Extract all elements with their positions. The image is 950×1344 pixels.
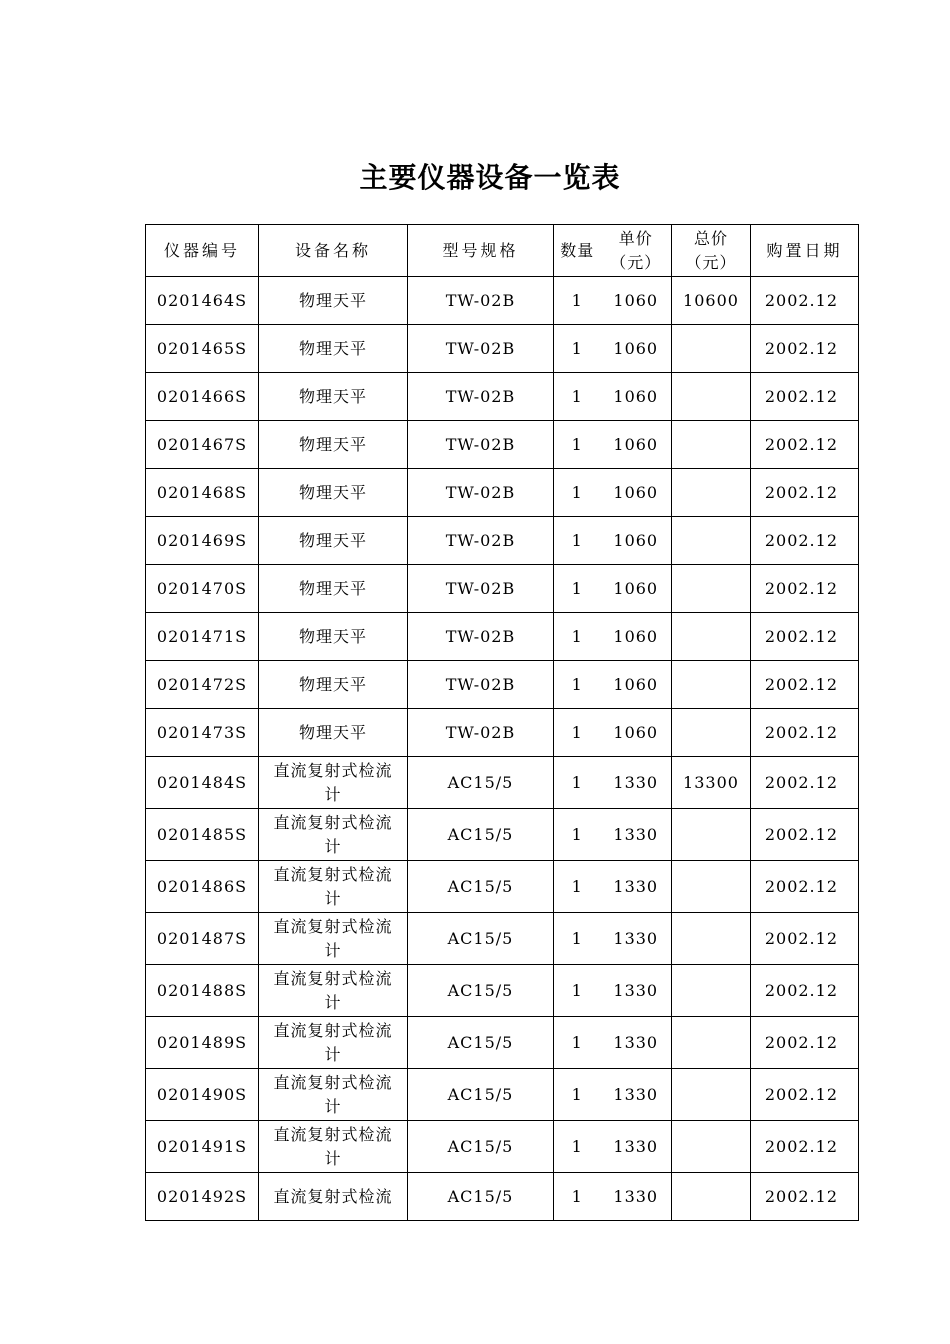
table-header-row [146,225,859,277]
cell-model: AC15/5 [408,965,554,1017]
table-row [146,809,859,861]
header-quantity: 数量 [554,225,601,277]
cell-equipment-name [259,913,408,965]
equipment-name-line1: 物理天平 [298,626,367,646]
cell-quantity: 1 [554,1121,601,1173]
table-row [146,325,859,373]
cell-model: AC15/5 [408,1017,554,1069]
cell-total-price [672,469,751,517]
cell-total-price: 13300 [672,757,751,809]
cell-total-price [672,1069,751,1121]
cell-purchase-date: 2002.12 [751,661,859,709]
header-total-price-line2: （元） [685,252,737,272]
equipment-name-line1: 物理天平 [298,434,367,454]
cell-instrument-id: 0201473S [146,709,259,757]
equipment-name-line2: 计 [324,1044,342,1064]
equipment-name-line1: 直流复射式检流 [273,916,393,936]
cell-model: TW-02B [408,613,554,661]
cell-unit-price: 1060 [601,709,672,757]
cell-model: AC15/5 [408,1173,554,1221]
cell-model: TW-02B [408,469,554,517]
cell-instrument-id: 0201470S [146,565,259,613]
cell-quantity: 1 [554,809,601,861]
equipment-name-line1: 直流复射式检流 [273,864,393,884]
cell-instrument-id: 0201472S [146,661,259,709]
header-total-price-line1: 总价 [693,228,728,248]
cell-equipment-name [259,757,408,809]
cell-total-price: 10600 [672,277,751,325]
cell-model: TW-02B [408,709,554,757]
cell-model: TW-02B [408,661,554,709]
table-row [146,965,859,1017]
cell-equipment-name [259,809,408,861]
cell-instrument-id: 0201485S [146,809,259,861]
equipment-name-line2: 计 [324,888,342,908]
cell-instrument-id: 0201469S [146,517,259,565]
cell-model: TW-02B [408,421,554,469]
cell-instrument-id: 0201468S [146,469,259,517]
table-row [146,421,859,469]
equipment-name-line1: 直流复射式检流 [273,1072,393,1092]
cell-equipment-name [259,861,408,913]
equipment-table [145,224,859,1221]
cell-unit-price: 1330 [601,1069,672,1121]
cell-equipment-name [259,965,408,1017]
cell-quantity: 1 [554,1173,601,1221]
cell-unit-price: 1330 [601,809,672,861]
cell-equipment-name [259,1173,408,1221]
cell-quantity: 1 [554,325,601,373]
cell-purchase-date: 2002.12 [751,373,859,421]
table-row [146,709,859,757]
cell-instrument-id: 0201487S [146,913,259,965]
cell-purchase-date: 2002.12 [751,1173,859,1221]
equipment-name-line1: 直流复射式检流 [273,1124,393,1144]
cell-total-price [672,421,751,469]
equipment-name-line1: 直流复射式检流 [273,760,393,780]
cell-equipment-name [259,517,408,565]
cell-purchase-date: 2002.12 [751,1017,859,1069]
cell-total-price [672,861,751,913]
equipment-name-line1: 物理天平 [298,482,367,502]
cell-quantity: 1 [554,565,601,613]
equipment-name-line1: 物理天平 [298,290,367,310]
table-row [146,661,859,709]
table-row [146,861,859,913]
cell-equipment-name [259,1017,408,1069]
cell-equipment-name [259,1121,408,1173]
cell-quantity: 1 [554,861,601,913]
cell-unit-price: 1060 [601,325,672,373]
cell-model: TW-02B [408,373,554,421]
table-row [146,565,859,613]
cell-quantity: 1 [554,965,601,1017]
cell-model: AC15/5 [408,757,554,809]
cell-total-price [672,965,751,1017]
cell-purchase-date: 2002.12 [751,517,859,565]
cell-instrument-id: 0201464S [146,277,259,325]
header-total-price [672,225,751,277]
cell-equipment-name [259,469,408,517]
cell-model: AC15/5 [408,1121,554,1173]
equipment-name-line1: 物理天平 [298,530,367,550]
equipment-name-line1: 物理天平 [298,722,367,742]
cell-unit-price: 1060 [601,421,672,469]
cell-instrument-id: 0201466S [146,373,259,421]
equipment-name-line1: 直流复射式检流 [273,968,393,988]
cell-model: TW-02B [408,277,554,325]
table-row [146,277,859,325]
cell-total-price [672,709,751,757]
cell-quantity: 1 [554,757,601,809]
cell-unit-price: 1330 [601,1121,672,1173]
cell-model: AC15/5 [408,809,554,861]
cell-unit-price: 1060 [601,277,672,325]
cell-instrument-id: 0201467S [146,421,259,469]
equipment-name-line1: 物理天平 [298,578,367,598]
cell-total-price [672,565,751,613]
cell-purchase-date: 2002.12 [751,757,859,809]
table-row [146,517,859,565]
cell-equipment-name [259,1069,408,1121]
cell-quantity: 1 [554,1017,601,1069]
cell-equipment-name [259,613,408,661]
cell-equipment-name [259,421,408,469]
cell-purchase-date: 2002.12 [751,1121,859,1173]
cell-purchase-date: 2002.12 [751,913,859,965]
table-row [146,1173,859,1221]
cell-total-price [672,809,751,861]
cell-quantity: 1 [554,1069,601,1121]
cell-unit-price: 1330 [601,757,672,809]
cell-instrument-id: 0201489S [146,1017,259,1069]
cell-purchase-date: 2002.12 [751,469,859,517]
cell-quantity: 1 [554,613,601,661]
cell-total-price [672,1017,751,1069]
cell-quantity: 1 [554,661,601,709]
cell-equipment-name [259,325,408,373]
cell-purchase-date: 2002.12 [751,613,859,661]
cell-instrument-id: 0201490S [146,1069,259,1121]
header-instrument-id: 仪器编号 [146,225,259,277]
header-unit-price-line1: 单价 [618,228,653,248]
table-row [146,1017,859,1069]
equipment-name-line2: 计 [324,992,342,1012]
cell-total-price [672,613,751,661]
cell-instrument-id: 0201465S [146,325,259,373]
cell-purchase-date: 2002.12 [751,325,859,373]
table-row [146,469,859,517]
cell-purchase-date: 2002.12 [751,565,859,613]
cell-instrument-id: 0201492S [146,1173,259,1221]
cell-instrument-id: 0201471S [146,613,259,661]
equipment-name-line1: 直流复射式检流 [273,1186,393,1206]
table-row [146,1121,859,1173]
cell-unit-price: 1330 [601,1173,672,1221]
cell-purchase-date: 2002.12 [751,861,859,913]
table-row [146,913,859,965]
cell-instrument-id: 0201486S [146,861,259,913]
cell-instrument-id: 0201488S [146,965,259,1017]
cell-unit-price: 1060 [601,517,672,565]
cell-model: TW-02B [408,565,554,613]
page-title: 主要仪器设备一览表 [359,161,621,194]
table-body [146,277,859,1221]
cell-unit-price: 1330 [601,1017,672,1069]
cell-quantity: 1 [554,913,601,965]
cell-quantity: 1 [554,373,601,421]
equipment-name-line2: 计 [324,784,342,804]
equipment-name-line1: 直流复射式检流 [273,812,393,832]
equipment-name-line1: 物理天平 [298,338,367,358]
cell-total-price [672,1173,751,1221]
header-unit-price [601,225,672,277]
cell-unit-price: 1060 [601,469,672,517]
cell-quantity: 1 [554,469,601,517]
header-model: 型号规格 [408,225,554,277]
table-row [146,757,859,809]
table-row [146,373,859,421]
table-row [146,1069,859,1121]
equipment-name-line2: 计 [324,836,342,856]
cell-quantity: 1 [554,517,601,565]
table-row [146,613,859,661]
cell-unit-price: 1330 [601,861,672,913]
cell-unit-price: 1060 [601,373,672,421]
cell-model: TW-02B [408,325,554,373]
equipment-name-line2: 计 [324,940,342,960]
cell-purchase-date: 2002.12 [751,965,859,1017]
equipment-name-line2: 计 [324,1148,342,1168]
cell-equipment-name [259,277,408,325]
cell-total-price [672,913,751,965]
cell-unit-price: 1060 [601,565,672,613]
cell-unit-price: 1330 [601,965,672,1017]
cell-unit-price: 1060 [601,613,672,661]
header-unit-price-line2: （元） [610,252,662,272]
cell-total-price [672,1121,751,1173]
cell-total-price [672,373,751,421]
cell-purchase-date: 2002.12 [751,809,859,861]
cell-instrument-id: 0201484S [146,757,259,809]
cell-equipment-name [259,661,408,709]
cell-instrument-id: 0201491S [146,1121,259,1173]
header-equipment-name: 设备名称 [259,225,408,277]
cell-purchase-date: 2002.12 [751,709,859,757]
cell-purchase-date: 2002.12 [751,277,859,325]
cell-total-price [672,325,751,373]
header-purchase-date: 购置日期 [751,225,859,277]
equipment-name-line1: 物理天平 [298,386,367,406]
cell-equipment-name [259,373,408,421]
cell-equipment-name [259,565,408,613]
cell-model: TW-02B [408,517,554,565]
cell-quantity: 1 [554,709,601,757]
cell-model: AC15/5 [408,861,554,913]
cell-equipment-name [259,709,408,757]
equipment-name-line1: 物理天平 [298,674,367,694]
cell-unit-price: 1330 [601,913,672,965]
cell-total-price [672,517,751,565]
equipment-name-line1: 直流复射式检流 [273,1020,393,1040]
equipment-name-line2: 计 [324,1096,342,1116]
cell-model: AC15/5 [408,913,554,965]
cell-quantity: 1 [554,421,601,469]
cell-total-price [672,661,751,709]
cell-unit-price: 1060 [601,661,672,709]
cell-model: AC15/5 [408,1069,554,1121]
cell-purchase-date: 2002.12 [751,421,859,469]
cell-purchase-date: 2002.12 [751,1069,859,1121]
cell-quantity: 1 [554,277,601,325]
